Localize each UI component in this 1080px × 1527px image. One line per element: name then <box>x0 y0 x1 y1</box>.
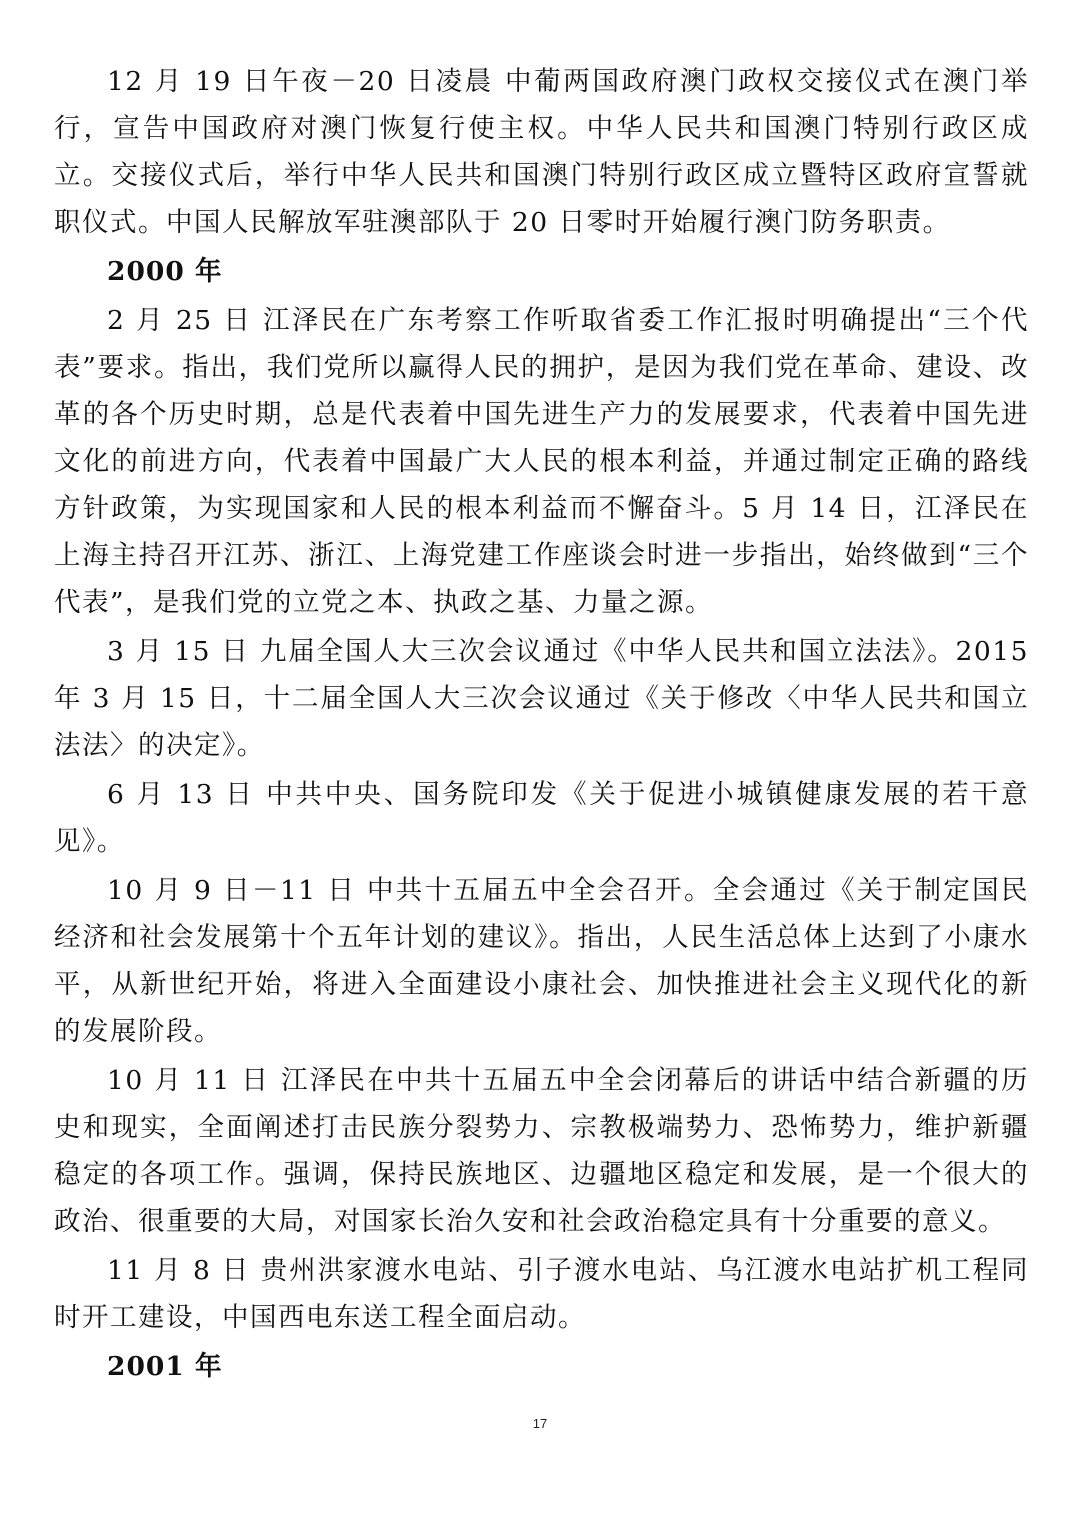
entry-xinjiang-speech: 10 月 11 日 江泽民在中共十五届五中全会闭幕后的讲话中结合新疆的历史和现实，全面阐述打击民族分裂势力、宗教极端势力、恐怖势力，维护新疆稳定的各项工作。强调，保持民族地区、边疆地区稳定和发展，是一个很大的政治、很重要的大局，对国家长治久安和社会政治稳定具有十分重要的意义。 <box>54 1065 1029 1237</box>
entry-legislation-law: 3 月 15 日 九届全国人大三次会议通过《中华人民共和国立法法》。2015 年 3 月 15 日，十二届全国人大三次会议通过《关于修改〈中华人民共和国立法法〉的决定》。 <box>54 636 1029 761</box>
entry-three-represents: 2 月 25 日 江泽民在广东考察工作听取省委工作汇报时明确提出“三个代表”要求。指出，我们党所以赢得人民的拥护，是因为我们党在革命、建设、改革的各个历史时期，总是代表着中国先进生产力的发展要求，代表着中国先进文化的前进方向，代表着中国最广大人民的根本利益，并通过制定正确的路线方针政策，为实现国家和人民的根本利益而不懈奋斗。5 月 14 日，江泽民在上海主持召开江苏、浙江、上海党建工作座谈会时进一步指出，始终做到“三个代表”，是我们党的立党之本、执政之基、力量之源。 <box>54 305 1029 618</box>
entry-fifth-plenum: 10 月 9 日－11 日 中共十五届五中全会召开。全会通过《关于制定国民经济和社会发展第十个五年计划的建议》。指出，人民生活总体上达到了小康水平，从新世纪开始，将进入全面建设小康社会、加快推进社会主义现代化的新的发展阶段。 <box>54 875 1029 1047</box>
entry-west-east-power: 11 月 8 日 贵州洪家渡水电站、引子渡水电站、乌江渡水电站扩机工程同时开工建设，中国西电东送工程全面启动。 <box>54 1255 1029 1333</box>
year-heading-2000: 2000 年 <box>107 256 223 287</box>
page-content <box>54 58 1029 1392</box>
page-number: 17 <box>532 1416 548 1431</box>
entry-macau-handover: 12 月 19 日午夜－20 日凌晨 中葡两国政府澳门政权交接仪式在澳门举行，宣告中国政府对澳门恢复行使主权。中华人民共和国澳门特别行政区成立。交接仪式后，举行中华人民共和国澳门特别行政区成立暨特区政府宣誓就职仪式。中国人民解放军驻澳部队于 20 日零时开始履行澳门防务职责。 <box>54 66 1029 238</box>
entry-small-towns: 6 月 13 日 中共中央、国务院印发《关于促进小城镇健康发展的若干意见》。 <box>54 779 1029 857</box>
year-heading-2001: 2001 年 <box>107 1351 223 1382</box>
